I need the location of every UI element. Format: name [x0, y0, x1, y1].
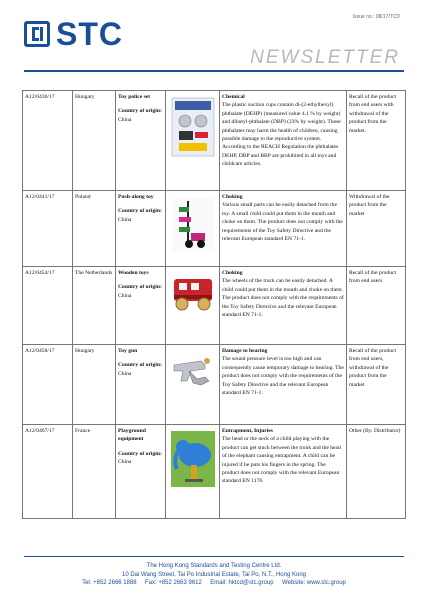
stc-logo-text: STC	[56, 16, 123, 52]
measures-taken: Withdrawal of the product from the market	[347, 191, 406, 267]
risk-type: Choking	[222, 270, 243, 276]
notifying-country: The Netherlands	[73, 267, 116, 345]
table-row	[23, 267, 406, 345]
measures-taken: Other (By. Distributor)	[347, 425, 406, 519]
product-cell	[116, 267, 166, 345]
product-image-cell	[166, 191, 220, 267]
recall-table	[22, 90, 406, 519]
product-name: Toy police set	[118, 94, 151, 100]
notifying-country: Hungary	[73, 91, 116, 191]
reference-number: A12/0467/17	[23, 425, 73, 519]
product-image-cell	[166, 425, 220, 519]
elephant-spring-rider-image	[171, 431, 215, 490]
footer	[0, 562, 428, 588]
product-name: Wooden toys	[118, 270, 149, 276]
risk-type: Entrapment, Injuries	[222, 428, 273, 434]
risk-cell	[220, 425, 347, 519]
risk-description: The head or the neck of a child playing with the product can get stuck between the trunk and the head of the elephant causing entrapment. A child can be injured if he puts his fingers in the spring. The product does not comply with the relevant European standard EN 1176.	[222, 436, 341, 485]
product-image-cell	[166, 345, 220, 425]
risk-type: Damage to hearing	[222, 348, 268, 354]
product-cell	[116, 191, 166, 267]
issue-number: Issue no.: 08/17/TCD	[352, 14, 400, 20]
footer-company: The Hong Kong Standards and Testing Centre Ltd.	[146, 563, 282, 569]
footer-rule	[24, 556, 404, 557]
table-row	[23, 425, 406, 519]
toy-gun-image	[171, 351, 215, 394]
measures-taken: Recall of the product from end users with withdrawal of the product from the market.	[347, 91, 406, 191]
product-image-cell	[166, 91, 220, 191]
table-row	[23, 91, 406, 191]
product-cell	[116, 91, 166, 191]
reference-number: A12/0441/17	[23, 191, 73, 267]
wooden-truck-image	[171, 273, 215, 316]
risk-type: Choking	[222, 194, 243, 200]
notifying-country: Poland	[73, 191, 116, 267]
product-name: Push-along toy	[118, 194, 154, 200]
risk-cell	[220, 91, 347, 191]
product-name: Playground equipment	[118, 428, 146, 443]
reference-number: A12/0436/17	[23, 91, 73, 191]
product-image-cell	[166, 267, 220, 345]
reference-number: A12/0454/17	[23, 267, 73, 345]
product-cell	[116, 425, 166, 519]
country-of-origin: Country of origin: China	[118, 450, 162, 466]
measures-taken: Recall of the product from end users, withdrawal of the product from the market	[347, 345, 406, 425]
newsletter-title: NEWSLETTER	[250, 47, 400, 68]
measures-taken: Recall of the product from end users	[347, 267, 406, 345]
risk-cell	[220, 191, 347, 267]
risk-description: The plastic suction cups contain di-(2-ethylhexyl) phthalate (DEHP) (measured value 4.1 % by weight) and dibutyl-phthalate (DBP) (23% by weight). These phthalates may harm the health of children, causing possible damage to the reproductive system. According to the REACH Regulation the phthalates DEHP, DBP and BBP are prohibited in all toys and childcare articles.	[222, 102, 341, 168]
table-row	[23, 191, 406, 267]
toy-police-set-image	[171, 97, 215, 160]
risk-cell	[220, 345, 347, 425]
risk-description: Various small parts can be easily detached from the toy. A small child could put them in the mouth and choke on them. The product does not comply with the requirements of the Toy Safety Directive and the relevant European standard EN 71-1.	[222, 202, 343, 242]
stc-logo	[24, 18, 123, 50]
risk-description: The sound pressure level is too high and can consequently cause temporary damage to hearing. The product does not comply with the requirements of the Toy Safety Directive and the relevant European standard EN 71-1.	[222, 356, 344, 396]
table-row	[23, 345, 406, 425]
product-name: Toy gun	[118, 348, 138, 354]
country-of-origin: Country of origin: China	[118, 362, 162, 377]
risk-cell	[220, 267, 347, 345]
risk-type: Chemical	[222, 94, 245, 100]
reference-number: A12/0458/17	[23, 345, 73, 425]
country-of-origin: Country of origin: China	[118, 284, 162, 299]
risk-description: The wheels of the truck can be easily detached. A child could put them in the mouth and choke on them. The product does not comply with the requirements of the Toy Safety Directive and the relevant European standard EN 71-1.	[222, 278, 344, 318]
notifying-country: France	[73, 425, 116, 519]
footer-contact: Tel: +852 2666 1888 Fax: +852 2663 9612 Email: hktcd@stc.group Website: www.stc.group	[82, 580, 346, 587]
footer-address: 10 Dai Wang Street, Tai Po Industrial Estate, Tai Po, N.T., Hong Kong	[122, 571, 306, 578]
push-along-toy-image	[171, 197, 215, 256]
product-cell	[116, 345, 166, 425]
notifying-country: Hungary	[73, 345, 116, 425]
country-of-origin: Country of origin: China	[118, 208, 162, 223]
header-rule	[24, 70, 404, 72]
stc-logo-mark	[24, 21, 50, 47]
country-of-origin: Country of origin: China	[118, 108, 162, 123]
